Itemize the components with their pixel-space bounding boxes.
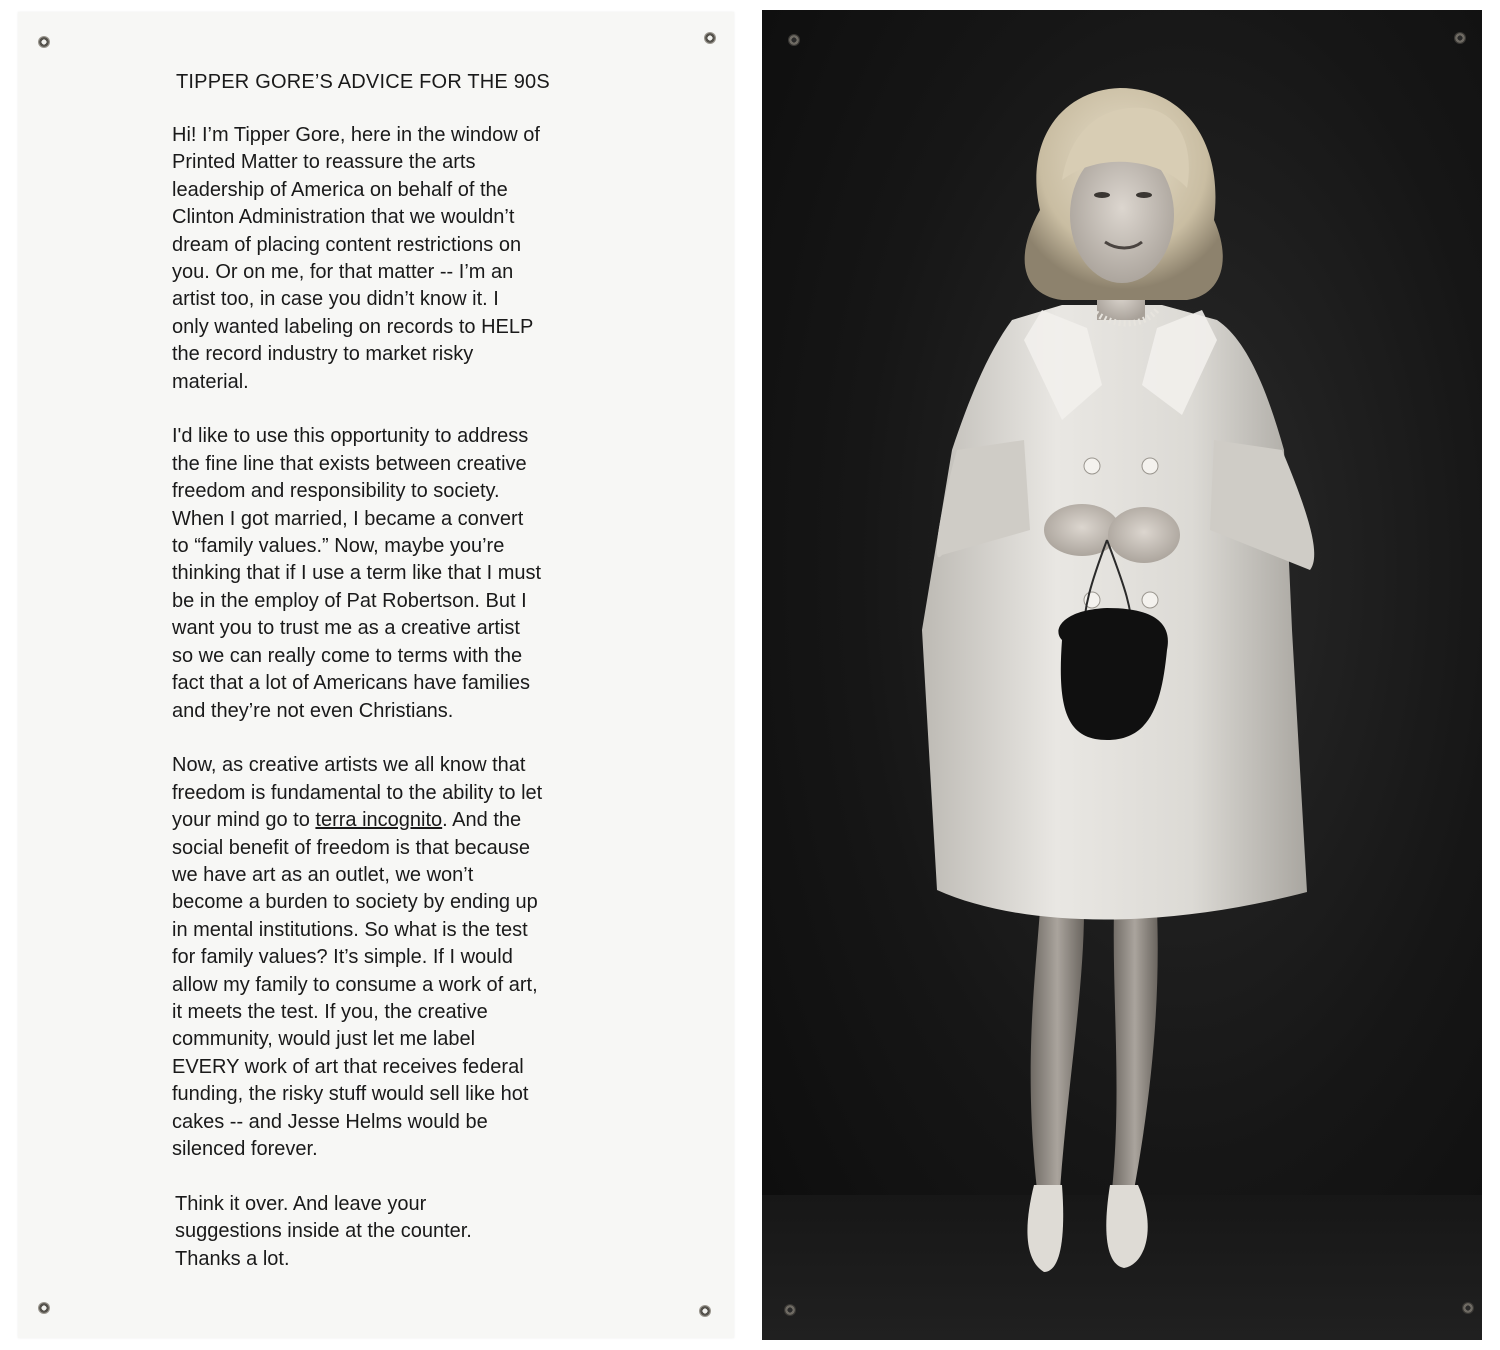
portrait-photo	[762, 10, 1482, 1340]
paragraph-3-end: . And the social benefit of freedom is that because we have art as an outlet, we won’t become a burden to society by ending up in mental institutions. So what is the test for family values? It’s simple. If I would allow my family to consume a work of art, it meets the test. If you, the creative community, would just let me label EVERY work of art that receives federal funding, the risky stuff would sell like hot cakes -- and Jesse Helms would be silenced forever.	[172, 809, 538, 1160]
text-panel	[18, 12, 734, 1338]
underlined-phrase: terra incognito	[315, 809, 443, 832]
text-column	[172, 68, 612, 1300]
grommet-icon	[788, 34, 800, 46]
grommet-icon	[1462, 1302, 1474, 1314]
page-title: TIPPER GORE’S ADVICE FOR THE 90S	[176, 71, 550, 93]
coat-button	[1142, 592, 1158, 608]
grommet-icon	[1454, 32, 1466, 44]
coat-button	[1142, 458, 1158, 474]
right-shoe	[1106, 1185, 1147, 1268]
grommet-icon	[699, 1305, 711, 1317]
grommet-icon	[704, 32, 716, 44]
woman-figure	[762, 10, 1482, 1340]
right-hand	[1108, 507, 1180, 563]
grommet-icon	[38, 36, 50, 48]
paragraph-3	[172, 752, 612, 1163]
paragraph-3-start: Now, as creative artists we all know that freedom is fundamental to the ability to let your mind go to	[172, 754, 543, 832]
paragraph-4: Think it over. And leave your suggestions inside at the counter. Thanks a lot.	[175, 1192, 472, 1270]
left-shoe	[1027, 1185, 1063, 1272]
paragraph-1: Hi! I’m Tipper Gore, here in the window of Printed Matter to reassure the arts leadership of America on behalf of the Clinton Administration that we wouldn’t dream of placing content restrictions on you. Or on me, for that matter -- I’m an artist too, in case you didn’t know it. I only wanted labeling on records to HELP the record industry to market risky material.	[172, 124, 540, 393]
grommet-icon	[784, 1304, 796, 1316]
right-leg	[1112, 910, 1158, 1190]
left-eye	[1094, 192, 1110, 198]
grommet-icon	[38, 1302, 50, 1314]
right-eye	[1136, 192, 1152, 198]
coat-button	[1084, 458, 1100, 474]
left-leg	[1031, 910, 1084, 1190]
paragraph-2: I'd like to use this opportunity to address the fine line that exists between creative freedom and responsibility to society. When I got married, I became a convert to “family values.” Now, maybe you’re thinking that if I use a term like that I must be in the employ of Pat Robertson. But I want you to trust me as a creative artist so we can really come to terms with the fact that a lot of Americans have families and they’re not even Christians.	[172, 425, 542, 722]
